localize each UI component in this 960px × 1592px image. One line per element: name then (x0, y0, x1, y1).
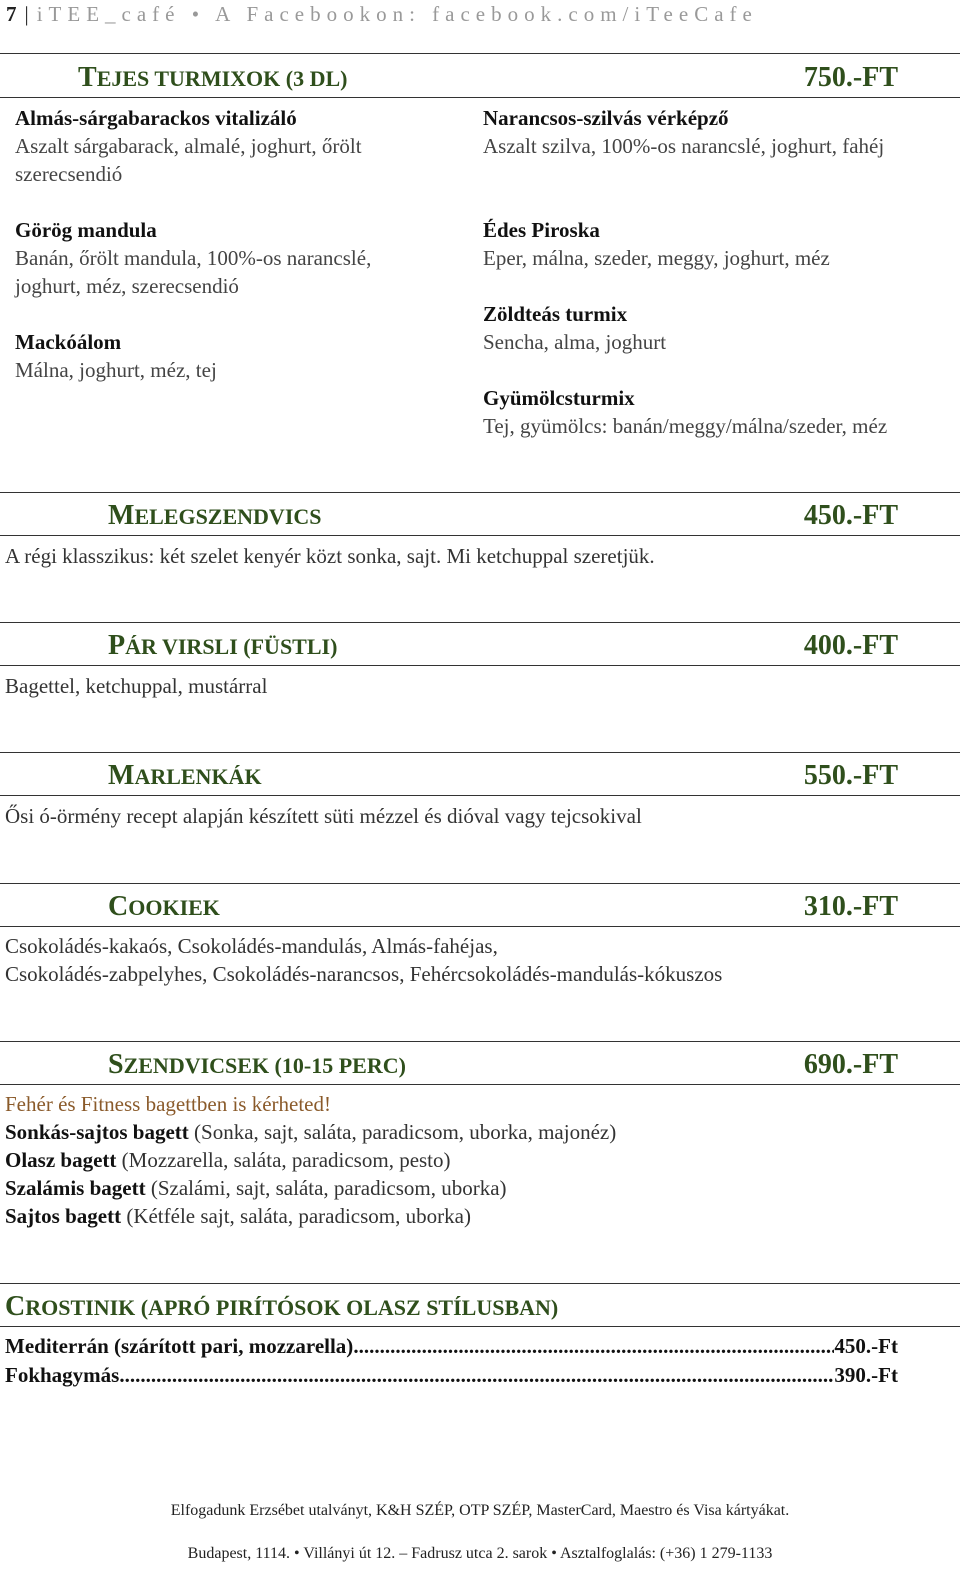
price-marlenkak: 550.-FT (803, 760, 898, 791)
divider (0, 97, 960, 98)
section-title-turmix: TEJES TURMIXOK (3 DL) (78, 62, 348, 93)
menu-item-name: Almás-sárgabarackos vitalizáló (15, 106, 297, 130)
menu-item-name: Mackóálom (15, 330, 122, 354)
item-desc: (Kétféle sajt, saláta, paradicsom, uborka) (121, 1204, 471, 1228)
item-desc: (Mozzarella, saláta, paradicsom, pesto) (116, 1148, 451, 1172)
page-number: 7 (6, 2, 17, 26)
section-title-szendvicsek: SZENDVICSEK (10-15 PERC) (108, 1049, 406, 1080)
menu-item-desc: Málna, joghurt, méz, tej (15, 358, 217, 382)
divider (0, 752, 960, 753)
menu-item-desc: Tej, gyümölcs: banán/meggy/málna/szeder, méz (483, 414, 888, 438)
item-name: Fokhagymás (5, 1363, 120, 1387)
section-title-marlenkak: MARLENKÁK (108, 760, 262, 791)
section-desc: Csokoládés-kakaós, Csokoládés-mandulás, Almás-fahéjas, (5, 934, 498, 958)
divider (0, 53, 960, 54)
section-desc: Bagettel, ketchuppal, mustárral (5, 674, 268, 698)
header-tagline: iTEE_café • A Facebookon: facebook.com/iTeeCafe (36, 2, 758, 26)
menu-item-name: Narancsos-szilvás vérképző (483, 106, 729, 130)
price-melegszendvics: 450.-FT (803, 500, 898, 531)
footer-address: Budapest, 1114. • Villányi út 12. – Fadrusz utca 2. sarok • Asztalfoglalás: (+36) 1 279-1133 (187, 1545, 773, 1562)
list-item (5, 1146, 451, 1174)
footer-payment: Elfogadunk Erzsébet utalványt, K&H SZÉP, OTP SZÉP, MasterCard, Maestro és Visa kártyákat. (170, 1502, 790, 1519)
menu-item-desc: Aszalt sárgabarack, almalé, joghurt, őrölt szerecsendió (15, 134, 362, 186)
list-item (5, 1361, 898, 1389)
price-turmix: 750.-FT (803, 62, 898, 93)
divider (0, 492, 960, 493)
price-cookiek: 310.-FT (803, 891, 898, 922)
section-title-cookiek: COOKIEK (108, 891, 220, 922)
divider (0, 622, 960, 623)
price-szendvicsek: 690.-FT (803, 1049, 898, 1080)
section-title-crostinik: CROSTINIK (APRÓ PIRÍTÓSOK OLASZ STÍLUSBAN) (5, 1291, 559, 1322)
menu-item-name: Édes Piroska (483, 218, 600, 242)
item-name: Sajtos bagett (5, 1204, 122, 1228)
dot-leader (353, 1332, 834, 1360)
page-header (6, 0, 946, 28)
divider (0, 1084, 960, 1085)
item-desc: (Szalámi, sajt, saláta, paradicsom, uborka) (145, 1176, 507, 1200)
divider (0, 535, 960, 536)
list-item (5, 1202, 471, 1230)
price-virsli: 400.-FT (803, 630, 898, 661)
item-name: Mediterrán (szárított pari, mozzarella) (5, 1334, 354, 1358)
divider (0, 926, 960, 927)
list-item (5, 1118, 616, 1146)
menu-item-desc: Sencha, alma, joghurt (483, 330, 667, 354)
item-name: Olasz bagett (5, 1148, 117, 1172)
dot-leader (119, 1361, 834, 1389)
menu-item-name: Gyümölcsturmix (483, 386, 635, 410)
section-title-virsli: PÁR VIRSLI (FÜSTLI) (108, 630, 338, 661)
section-desc: Ősi ó-örmény recept alapján készített süti mézzel és dióval vagy tejcsokival (5, 804, 642, 828)
divider (0, 665, 960, 666)
section-desc: Csokoládés-zabpelyhes, Csokoládés-narancsos, Fehércsokoládés-mandulás-kókuszos (5, 962, 723, 986)
list-item (5, 1174, 507, 1202)
item-name: Szalámis bagett (5, 1176, 146, 1200)
section-note: Fehér és Fitness bagettben is kérheted! (5, 1092, 331, 1116)
item-price: 450.-Ft (834, 1334, 898, 1358)
menu-item-name: Zöldteás turmix (483, 302, 628, 326)
list-item (5, 1332, 898, 1360)
menu-item-name: Görög mandula (15, 218, 157, 242)
section-title-melegszendvics: MELEGSZENDVICS (108, 500, 322, 531)
section-desc: A régi klasszikus: két szelet kenyér közt sonka, sajt. Mi ketchuppal szeretjük. (5, 544, 655, 568)
menu-item-desc: Aszalt szilva, 100%-os narancslé, joghurt, fahéj (483, 134, 885, 158)
divider (0, 795, 960, 796)
header-separator: | (24, 2, 29, 26)
divider (0, 883, 960, 884)
item-desc: (Sonka, sajt, saláta, paradicsom, uborka, majonéz) (188, 1120, 617, 1144)
menu-item-desc: Banán, őrölt mandula, 100%-os narancslé, joghurt, méz, szerecsendió (15, 246, 372, 298)
item-price: 390.-Ft (834, 1363, 898, 1387)
divider (0, 1326, 960, 1327)
menu-item-desc: Eper, málna, szeder, meggy, joghurt, méz (483, 246, 830, 270)
divider (0, 1041, 960, 1042)
divider (0, 1283, 960, 1284)
item-name: Sonkás-sajtos bagett (5, 1120, 189, 1144)
